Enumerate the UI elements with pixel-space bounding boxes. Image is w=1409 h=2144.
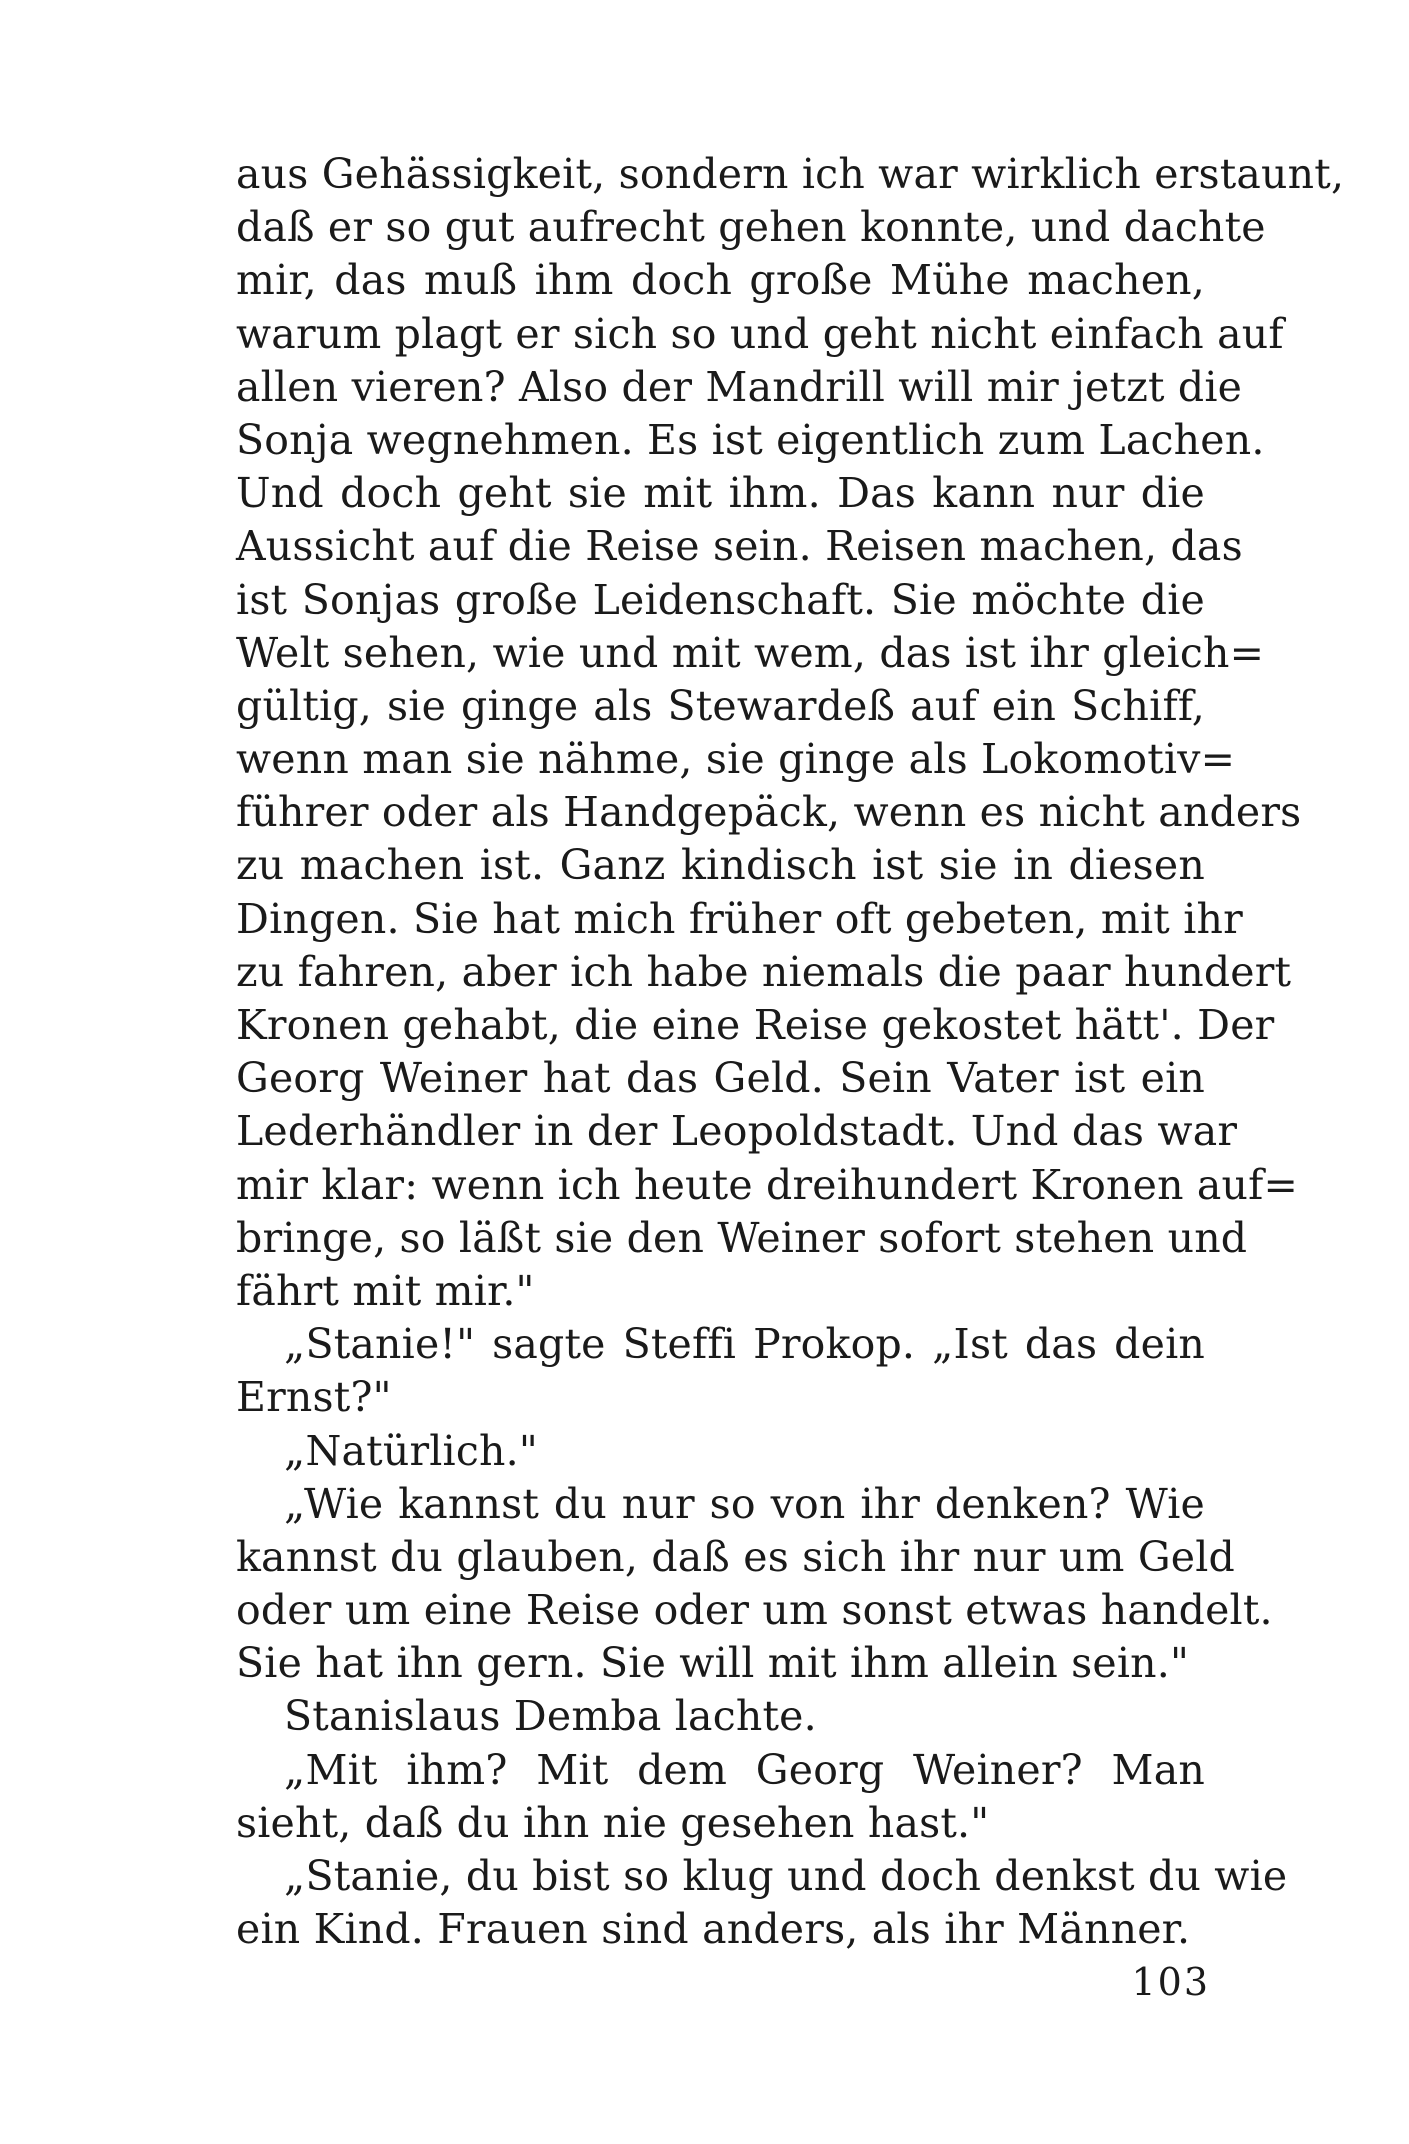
body-text	[236, 148, 1345, 1956]
text-line: fährt mit mir."	[236, 1266, 535, 1315]
text-line: Welt sehen, wie und mit wem, das ist ihr gleich=	[236, 628, 1265, 677]
text-line: „Wie kannst du nur so von ihr denken? Wie	[284, 1479, 1205, 1528]
text-line: „Natürlich."	[284, 1426, 538, 1475]
text-line: ein Kind. Frauen sind anders, als ihr Männer.	[236, 1905, 1191, 1954]
text-line: Aussicht auf die Reise sein. Reisen machen, das	[236, 522, 1243, 571]
text-line: Georg Weiner hat das Geld. Sein Vater ist ein	[236, 1054, 1205, 1103]
text-line: ist Sonjas große Leidenschaft. Sie möchte die	[236, 575, 1205, 624]
text-line: Sonja wegnehmen. Es ist eigentlich zum Lachen.	[236, 415, 1265, 464]
text-line: „Stanie!" sagte Steffi Prokop. „Ist das dein	[284, 1320, 1205, 1369]
text-line: kannst du glauben, daß es sich ihr nur um Geld	[236, 1532, 1236, 1581]
text-line: „Stanie, du bist so klug und doch denkst du wie	[284, 1852, 1288, 1900]
page-number: 103	[1131, 1960, 1210, 2004]
text-line: warum plagt er sich so und geht nicht einfach auf	[236, 309, 1284, 358]
text-line: oder um eine Reise oder um sonst etwas handelt.	[236, 1586, 1273, 1635]
text-line: aus Gehässigkeit, sondern ich war wirklich erstaunt,	[236, 150, 1345, 198]
text-line: allen vieren? Also der Mandrill will mir jetzt die	[236, 362, 1243, 411]
text-line: Stanislaus Demba lachte.	[284, 1692, 817, 1741]
text-line: sieht, daß du ihn nie gesehen hast."	[236, 1798, 990, 1847]
text-line: Dingen. Sie hat mich früher oft gebeten, mit ihr	[236, 894, 1243, 943]
text-line: zu fahren, aber ich habe niemals die paar hundert	[236, 947, 1292, 996]
text-line: Ernst?"	[236, 1373, 392, 1422]
text-line: mir klar: wenn ich heute dreihundert Kronen auf=	[236, 1160, 1299, 1209]
text-line: mir, das muß ihm doch große Mühe machen,	[236, 256, 1205, 305]
text-line: gültig, sie ginge als Stewardeß auf ein Schiff,	[236, 681, 1205, 730]
text-line: bringe, so läßt sie den Weiner sofort stehen und	[236, 1213, 1248, 1262]
text-line: Und doch geht sie mit ihm. Das kann nur die	[236, 469, 1205, 518]
text-line: zu machen ist. Ganz kindisch ist sie in diesen	[236, 841, 1205, 890]
text-line: „Mit ihm? Mit dem Georg Weiner? Man	[284, 1745, 1205, 1794]
text-line: führer oder als Handgepäck, wenn es nicht anders	[236, 788, 1302, 837]
text-line: daß er so gut aufrecht gehen konnte, und dachte	[236, 203, 1266, 252]
text-line: Sie hat ihn gern. Sie will mit ihm allein sein."	[236, 1639, 1190, 1688]
text-line: wenn man sie nähme, sie ginge als Lokomotiv=	[236, 735, 1236, 784]
text-line: Kronen gehabt, die eine Reise gekostet hätt'. Der	[236, 1001, 1275, 1049]
text-line: Lederhändler in der Leopoldstadt. Und das war	[236, 1107, 1238, 1156]
